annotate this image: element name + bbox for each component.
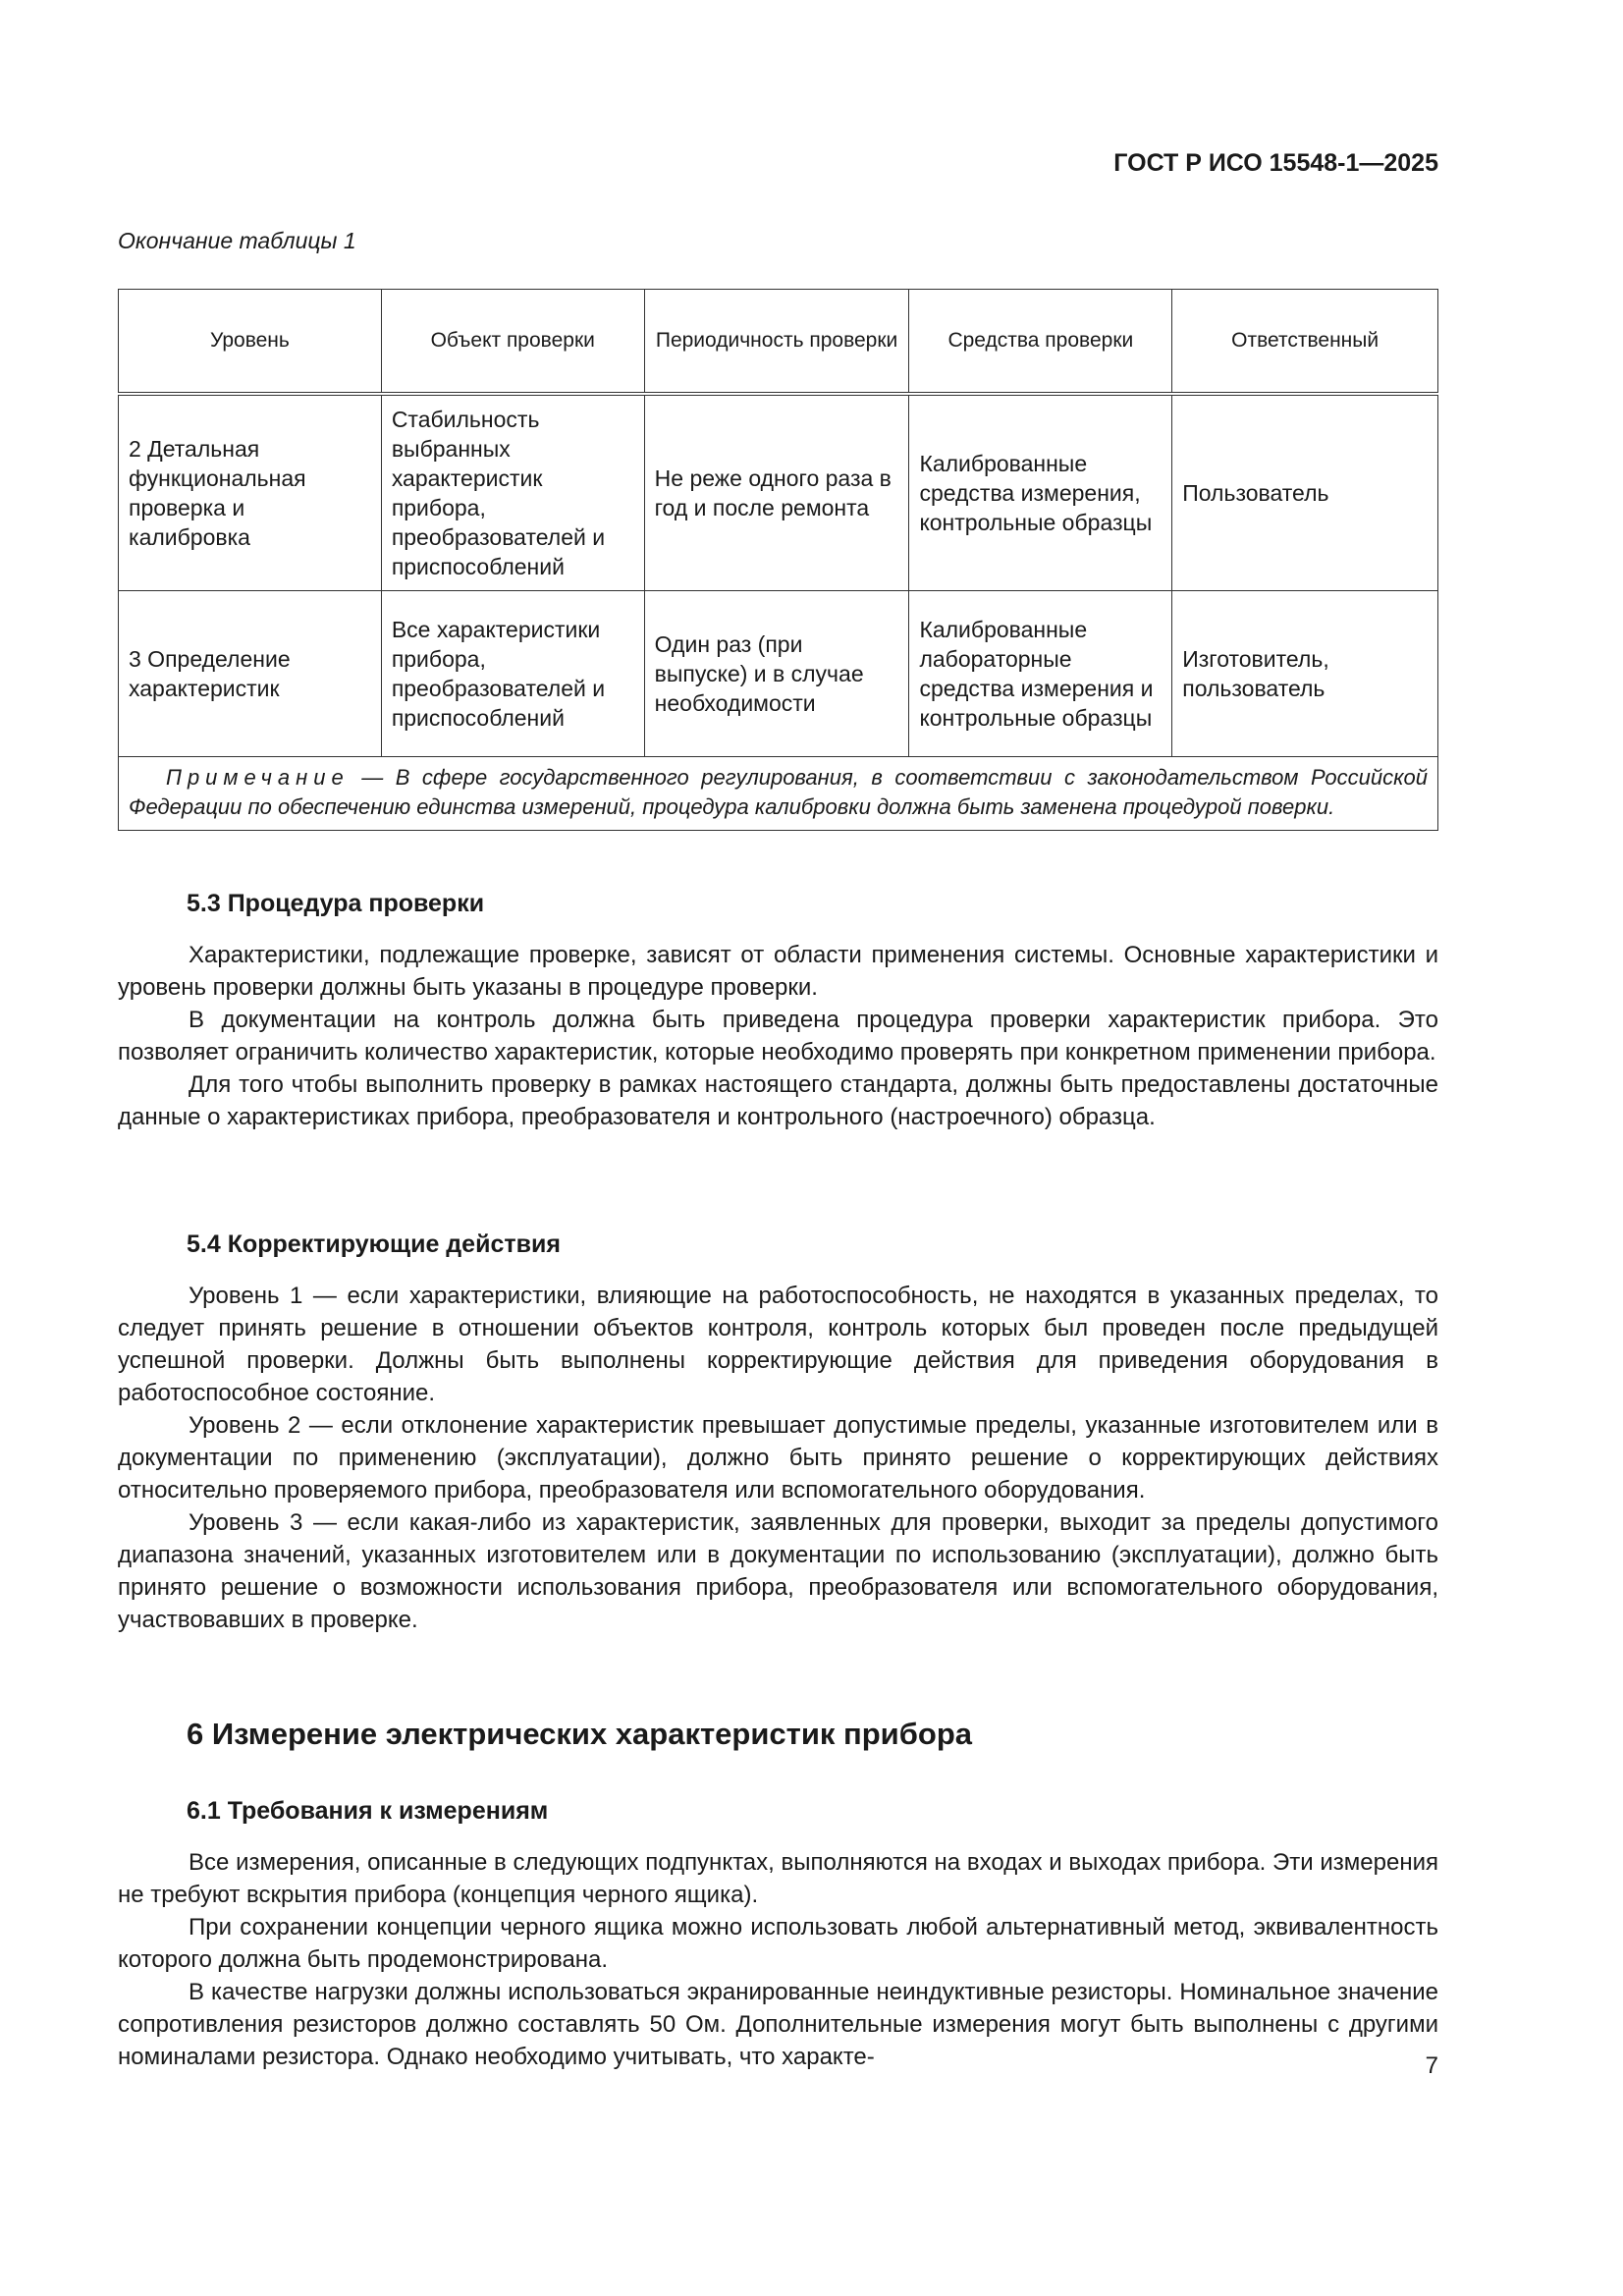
paragraph: Уровень 2 — если отклонение характеристик превышает допустимые пределы, указанные изготовителем или в документации по применению (эксплуатации), должно быть принято решение о корректирующих действиях относительно проверяемого прибора, преобразователя или вспомогательного оборудования.	[118, 1412, 1438, 1503]
paragraph: Все измерения, описанные в следующих подпунктах, выполняются на входах и выходах прибора. Эти измерения не требуют вскрытия прибора (концепция черного ящика).	[118, 1849, 1438, 1908]
table-cell: Не реже одного раза в год и после ремонта	[644, 394, 909, 591]
column-header: Ответственный	[1172, 290, 1438, 395]
note-label: Примечание	[166, 765, 350, 790]
column-header: Средства проверки	[909, 290, 1172, 395]
column-header: Объект проверки	[381, 290, 644, 395]
table-cell: Калиброванные средства измерения, контрольные образцы	[909, 394, 1172, 591]
table-cell: Калиброванные лабораторные средства измерения и контрольные образцы	[909, 591, 1172, 757]
table-note-row	[119, 757, 1438, 831]
page-number: 7	[1425, 2052, 1438, 2079]
section-6-1-body	[118, 1846, 1438, 2073]
paragraph: Уровень 1 — если характеристики, влияющие на работоспособность, не находятся в указанных пределах, то следует принять решение в отношении объектов контроля, контроль которых был проведен после предыдущей успешной проверки. Должны быть выполнены корректирующие действия для приведения оборудования в работоспособное состояние.	[118, 1283, 1438, 1406]
table-row	[119, 394, 1438, 591]
table-header-row	[119, 290, 1438, 395]
paragraph: В документации на контроль должна быть приведена процедура проверки характеристик прибора. Это позволяет ограничить количество характеристик, которые необходимо проверять при конкретном применении прибора.	[118, 1007, 1438, 1066]
paragraph: Уровень 3 — если какая-либо из характеристик, заявленных для проверки, выходит за пределы допустимого диапазона значений, указанных изготовителем или в документации по использованию (эксплуатации), должно быть принято решение о возможности использования прибора, преобразователя или вспомогательного оборудования, участвовавших в проверке.	[118, 1509, 1438, 1633]
table-cell: Пользователь	[1172, 394, 1438, 591]
table-1	[118, 289, 1438, 831]
column-header: Периодичность проверки	[644, 290, 909, 395]
table-cell: Один раз (при выпуске) и в случае необходимости	[644, 591, 909, 757]
note-text: — В сфере государственного регулирования, в соответствии с законодательством Российской Федерации по обеспечению единства измерений, процедура калибровки должна быть заменена процедурой поверки.	[129, 765, 1428, 819]
table-cell: 2 Детальная функциональная проверка и калибровка	[119, 394, 382, 591]
document-code: ГОСТ Р ИСО 15548-1—2025	[1113, 149, 1438, 177]
table-note	[119, 757, 1438, 831]
section-5-4-body	[118, 1280, 1438, 1636]
paragraph: Для того чтобы выполнить проверку в рамках настоящего стандарта, должны быть предоставлены достаточные данные о характеристиках прибора, преобразователя и контрольного (настроечного) образца.	[118, 1071, 1438, 1130]
section-heading-5-4: 5.4 Корректирующие действия	[187, 1230, 561, 1258]
table-cell: Изготовитель, пользователь	[1172, 591, 1438, 757]
table-cell: 3 Определение характеристик	[119, 591, 382, 757]
column-header: Уровень	[119, 290, 382, 395]
section-5-3-body	[118, 939, 1438, 1133]
table-caption: Окончание таблицы 1	[118, 228, 356, 253]
paragraph: Характеристики, подлежащие проверке, зависят от области применения системы. Основные характеристики и уровень проверки должны быть указаны в процедуре проверки.	[118, 942, 1438, 1001]
paragraph: В качестве нагрузки должны использоваться экранированные неиндуктивные резисторы. Номинальное значение сопротивления резисторов должно составлять 50 Ом. Дополнительные измерения могут быть выполнены с другими номиналами резистора. Однако необходимо учитывать, что характе-	[118, 1979, 1438, 2070]
section-heading-5-3: 5.3 Процедура проверки	[187, 890, 485, 917]
table-row	[119, 591, 1438, 757]
section-heading-6-1: 6.1 Требования к измерениям	[187, 1797, 549, 1825]
table-cell: Все характеристики прибора, преобразователей и приспособлений	[381, 591, 644, 757]
table-cell: Стабильность выбранных характеристик прибора, преобразователей и приспособлений	[381, 394, 644, 591]
paragraph: При сохранении концепции черного ящика можно использовать любой альтернативный метод, эквивалентность которого должна быть продемонстрирована.	[118, 1914, 1438, 1973]
section-heading-6: 6 Измерение электрических характеристик прибора	[187, 1717, 972, 1751]
